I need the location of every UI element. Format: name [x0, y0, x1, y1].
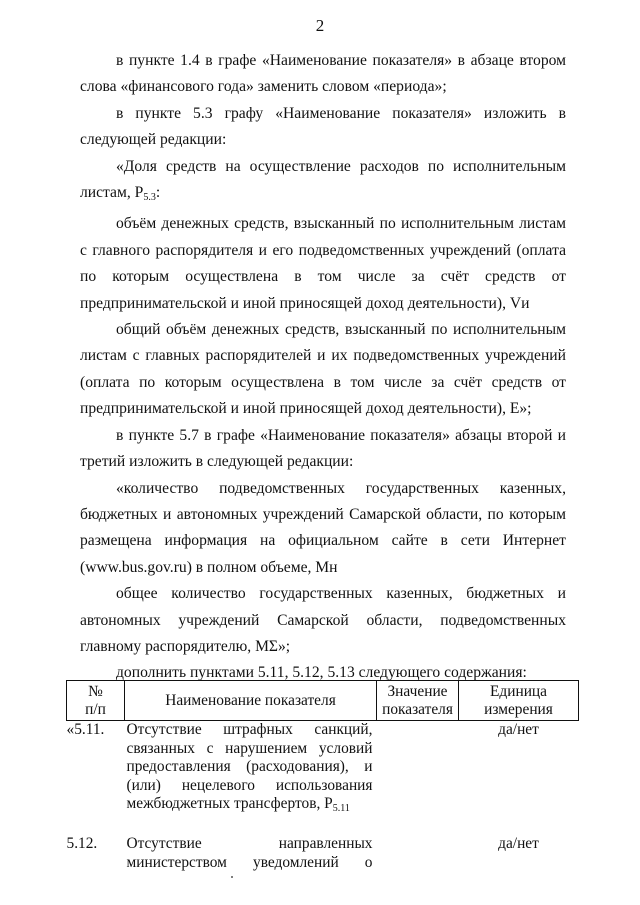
- paragraph: дополнить пунктами 5.11, 5.12, 5.13 следующего содержания:: [116, 664, 527, 682]
- header-value-line: показателя: [382, 701, 453, 718]
- header-num-line: №: [88, 683, 103, 700]
- row-unit: да/нет: [498, 721, 539, 738]
- indicators-table: [66, 680, 579, 872]
- row-name: [125, 835, 377, 872]
- paragraph: в пункте 1.4 в графе «Наименование показателя» в абзаце втором слова «финансового года» заменить словом «периода»;: [80, 52, 566, 96]
- header-num: [67, 681, 125, 721]
- header-unit: [459, 681, 579, 721]
- table-row: [67, 835, 579, 872]
- row-name-line: связанных с нарушением условий: [126, 739, 373, 757]
- paragraph-text: :: [155, 184, 161, 202]
- paragraph: в пункте 5.3 графу «Наименование показателя» изложить в следующей редакции:: [80, 104, 566, 149]
- row-name-line: Отсутствие штрафных санкций,: [126, 721, 373, 738]
- table-header-row: [67, 681, 579, 721]
- row-value: [377, 835, 459, 872]
- table-row: [67, 721, 579, 819]
- header-unit-line: измерения: [484, 701, 553, 718]
- row-spacer: [67, 819, 579, 835]
- subscript: 5.3: [143, 192, 156, 204]
- paragraph: общий объём денежных средств, взысканный по исполнительным листам с главных распорядителей и их подведомственных учреждений (оплата по которым осуществлена в том числе за счёт средств от предпринимательской и иной приносящей доход деятельности), Е»;: [80, 321, 566, 418]
- row-name-line: министерством уведомлений о: [126, 853, 373, 871]
- row-name-text: межбюджетных трансфертов, Р: [126, 795, 333, 813]
- header-name: Наименование показателя: [125, 681, 377, 721]
- row-unit: да/нет: [498, 834, 539, 852]
- paragraph-text: «Доля средств на осуществление расходов по исполнительным листам, Р: [80, 157, 566, 202]
- row-name-line: предоставления (расходования), и: [126, 758, 373, 776]
- row-name-line: (или) нецелевого использования: [126, 776, 373, 794]
- paragraph: объём денежных средств, взысканный по исполнительным листам с главного распорядителя и его подведомственных учреждений (оплата по которым осуществлена в том числе за счёт средств от предпринимательской и иной приносящей доход деятельности), Vи: [80, 215, 566, 312]
- subscript: 5.11: [332, 803, 350, 815]
- row-number: «5.11.: [66, 721, 105, 738]
- row-name-line: Отсутствие направленных: [126, 834, 373, 852]
- row-name-line: [127, 795, 373, 819]
- header-num-line: п/п: [85, 701, 106, 718]
- header-unit-line: Единица: [489, 683, 547, 700]
- row-number: 5.12.: [66, 834, 98, 852]
- scan-speck: [231, 876, 233, 878]
- paragraph: [80, 154, 566, 212]
- header-value-line: Значение: [387, 683, 448, 700]
- page-number: 2: [315, 16, 325, 35]
- paragraph: общее количество государственных казенных, бюджетных и автономных учреждений Самарской области, подведомственных главному распорядителю, МΣ»;: [80, 585, 566, 655]
- row-name: [125, 721, 377, 819]
- row-spacer-cell: [67, 819, 579, 835]
- header-value: [377, 681, 459, 721]
- paragraph: в пункте 5.7 в графе «Наименование показателя» абзацы второй и третий изложить в следующей редакции:: [80, 426, 566, 471]
- paragraph: «количество подведомственных государственных казенных, бюджетных и автономных учреждений Самарской области, по которым размещена информация на официальном сайте в сети Интернет (www.bus.gov.ru) в полном объеме, Мн: [80, 479, 566, 576]
- row-value: [377, 721, 459, 819]
- document-body: [80, 48, 566, 687]
